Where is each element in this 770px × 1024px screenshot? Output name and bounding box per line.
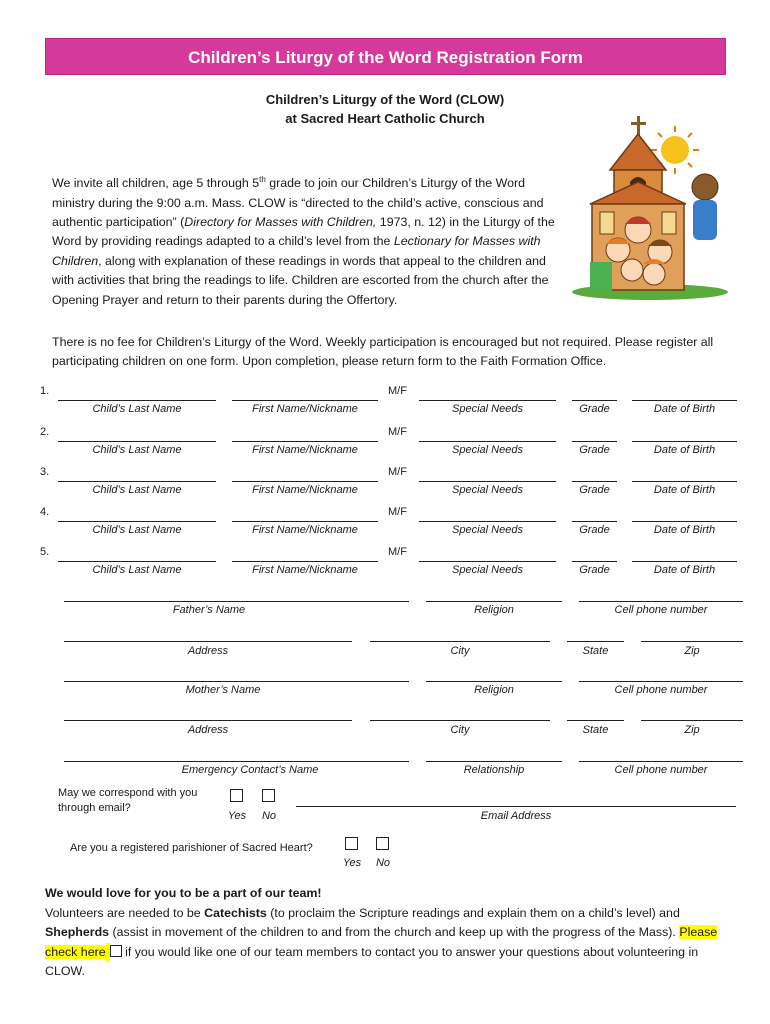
child-grade-line[interactable]: [572, 481, 617, 482]
child-dob-label: Date of Birth: [653, 403, 716, 415]
child-first-label: First Name/Nickname: [252, 444, 358, 456]
mother-state-line[interactable]: [567, 720, 624, 721]
child-row-number: 4.: [40, 506, 50, 518]
catechists-term: Catechists: [204, 906, 267, 920]
child-needs-line[interactable]: [419, 521, 556, 522]
child-gender-field[interactable]: M/F: [388, 546, 407, 558]
child-gender-field[interactable]: M/F: [388, 466, 407, 478]
mother-address-line[interactable]: [64, 720, 352, 721]
child-first-line[interactable]: [232, 521, 378, 522]
volunteer-text-2: (to proclaim the Scripture readings and explain them on a child’s level) and: [266, 906, 680, 920]
father-religion-label: Religion: [474, 604, 514, 616]
relationship-label: Relationship: [463, 764, 525, 776]
volunteer-paragraph: [45, 904, 735, 982]
child-dob-label: Date of Birth: [653, 444, 716, 456]
parishioner-question: Are you a registered parishioner of Sacred Heart?: [70, 842, 313, 854]
mother-name-line[interactable]: [64, 681, 409, 682]
father-cell-label: Cell phone number: [614, 604, 708, 616]
subtitle-line-2: at Sacred Heart Catholic Church: [285, 111, 485, 126]
relationship-line[interactable]: [426, 761, 562, 762]
emergency-name-line[interactable]: [64, 761, 409, 762]
emergency-cell-line[interactable]: [579, 761, 743, 762]
child-last-label: Child’s Last Name: [92, 484, 182, 496]
child-first-label: First Name/Nickname: [252, 484, 358, 496]
form-title-banner: [45, 38, 726, 75]
mother-zip-label: Zip: [684, 724, 700, 736]
child-dob-line[interactable]: [632, 400, 737, 401]
child-last-label: Child’s Last Name: [92, 403, 182, 415]
father-zip-line[interactable]: [641, 641, 743, 642]
child-grade-label: Grade: [579, 444, 610, 456]
intro-grade-num: 5: [252, 176, 260, 191]
child-needs-line[interactable]: [419, 400, 556, 401]
child-gender-field[interactable]: M/F: [388, 426, 407, 438]
child-first-label: First Name/Nickname: [252, 524, 358, 536]
volunteer-heading: We would love for you to be a part of our team!: [45, 886, 322, 900]
email-address-label: Email Address: [480, 810, 552, 822]
child-dob-line[interactable]: [632, 481, 737, 482]
child-needs-label: Special Needs: [452, 484, 523, 496]
child-needs-line[interactable]: [419, 481, 556, 482]
child-needs-label: Special Needs: [452, 403, 523, 415]
father-city-label: City: [450, 645, 470, 657]
mother-address-label: Address: [187, 724, 229, 736]
mother-cell-line[interactable]: [579, 681, 743, 682]
email-address-line[interactable]: [296, 806, 736, 807]
child-needs-line[interactable]: [419, 441, 556, 442]
email-no-label: No: [261, 810, 277, 822]
father-religion-line[interactable]: [426, 601, 562, 602]
child-last-line[interactable]: [58, 481, 216, 482]
child-last-label: Child’s Last Name: [92, 564, 182, 576]
father-cell-line[interactable]: [579, 601, 743, 602]
child-grade-label: Grade: [579, 403, 610, 415]
child-grade-line[interactable]: [572, 561, 617, 562]
mother-name-label: Mother’s Name: [185, 684, 261, 696]
child-first-label: First Name/Nickname: [252, 564, 358, 576]
child-needs-label: Special Needs: [452, 524, 523, 536]
volunteer-checkbox[interactable]: [110, 945, 122, 957]
parishioner-yes-label: Yes: [342, 857, 362, 869]
email-yes-label: Yes: [227, 810, 247, 822]
child-row-number: 2.: [40, 426, 50, 438]
intro-superscript: th: [259, 175, 266, 184]
intro-text-2: grade to join our Children’s Liturgy of the Word ministry during the 9:00 a.m. Mass. CLOW is “directed to the child’s active, conscious and authentic participation” (: [52, 176, 544, 229]
child-first-line[interactable]: [232, 481, 378, 482]
child-dob-label: Date of Birth: [653, 524, 716, 536]
child-grade-line[interactable]: [572, 400, 617, 401]
emergency-name-label: Emergency Contact’s Name: [181, 764, 319, 776]
church-children-illustration: [570, 112, 735, 302]
child-first-line[interactable]: [232, 400, 378, 401]
child-grade-line[interactable]: [572, 441, 617, 442]
parishioner-no-label: No: [375, 857, 391, 869]
volunteer-text-1: Volunteers are needed to be: [45, 906, 205, 920]
child-first-line[interactable]: [232, 561, 378, 562]
child-dob-line[interactable]: [632, 521, 737, 522]
intro-paragraph: [52, 170, 562, 310]
child-last-line[interactable]: [58, 561, 216, 562]
intro-text-4: , along with explanation of these readings in words that appeal to the children and with activities that bring the readings to life. Children are escorted from the church after the Opening Prayer and return to their parents during the Offertory.: [52, 253, 549, 307]
mother-state-label: State: [582, 724, 609, 736]
child-last-line[interactable]: [58, 400, 216, 401]
child-row-number: 3.: [40, 466, 50, 478]
father-city-line[interactable]: [370, 641, 550, 642]
child-first-label: First Name/Nickname: [252, 403, 358, 415]
child-last-line[interactable]: [58, 521, 216, 522]
child-dob-label: Date of Birth: [653, 564, 716, 576]
mother-city-line[interactable]: [370, 720, 550, 721]
child-dob-line[interactable]: [632, 561, 737, 562]
child-grade-line[interactable]: [572, 521, 617, 522]
volunteer-text-3: (assist in movement of the children to and from the church and keep up with the progress of the Mass).: [109, 925, 680, 940]
subtitle-line-1: Children’s Liturgy of the Word (CLOW): [265, 92, 505, 107]
intro-text-3: 1973, n. 12) in the Liturgy of the Word by providing readings adapted to a child’s level from the: [52, 214, 555, 249]
volunteer-text-4: if you would like one of our team members to contact you to answer your questions about volunteering in CLOW.: [45, 944, 699, 979]
child-needs-label: Special Needs: [452, 444, 523, 456]
church-icon: [570, 112, 735, 302]
father-zip-label: Zip: [684, 645, 700, 657]
child-gender-field[interactable]: M/F: [388, 385, 407, 397]
intro-text-1: We invite all children, age 5 through: [52, 176, 253, 191]
emergency-cell-label: Cell phone number: [614, 764, 708, 776]
father-name-line[interactable]: [64, 601, 409, 602]
child-last-line[interactable]: [58, 441, 216, 442]
child-dob-label: Date of Birth: [653, 484, 716, 496]
father-state-label: State: [582, 645, 609, 657]
child-needs-line[interactable]: [419, 561, 556, 562]
mother-zip-line[interactable]: [641, 720, 743, 721]
child-first-line[interactable]: [232, 441, 378, 442]
father-address-line[interactable]: [64, 641, 352, 642]
child-dob-line[interactable]: [632, 441, 737, 442]
shepherds-term: Shepherds: [45, 925, 110, 940]
mother-cell-label: Cell phone number: [614, 684, 708, 696]
child-grade-label: Grade: [579, 524, 610, 536]
child-grade-label: Grade: [579, 564, 610, 576]
parishioner-no-checkbox[interactable]: [376, 837, 389, 850]
email-question: May we correspond with you through email?: [58, 787, 198, 814]
child-row-number: 5.: [40, 546, 50, 558]
email-yes-checkbox[interactable]: [230, 789, 243, 802]
parishioner-yes-checkbox[interactable]: [345, 837, 358, 850]
father-state-line[interactable]: [567, 641, 624, 642]
form-title: Children’s Liturgy of the Word Registration Form: [188, 48, 583, 67]
check-here-highlight: Please check here: [45, 925, 718, 959]
father-address-label: Address: [187, 645, 229, 657]
mother-religion-line[interactable]: [426, 681, 562, 682]
child-needs-label: Special Needs: [452, 564, 523, 576]
directory-title: Directory for Masses with Children,: [184, 214, 377, 229]
child-gender-field[interactable]: M/F: [388, 506, 407, 518]
fee-paragraph: There is no fee for Children’s Liturgy of the Word. Weekly participation is encouraged but not required. Please register all participating children on one form. Upon completion, please return form to the Faith Formation Office.: [52, 335, 714, 369]
mother-city-label: City: [450, 724, 470, 736]
father-name-label: Father’s Name: [172, 604, 246, 616]
lectionary-title: Lectionary for Masses with Children: [52, 234, 541, 268]
mother-religion-label: Religion: [474, 684, 514, 696]
email-no-checkbox[interactable]: [262, 789, 275, 802]
child-last-label: Child’s Last Name: [92, 524, 182, 536]
child-row-number: 1.: [40, 385, 50, 397]
child-last-label: Child’s Last Name: [92, 444, 182, 456]
volunteer-checkbox-wrap[interactable]: [110, 945, 122, 957]
child-grade-label: Grade: [579, 484, 610, 496]
